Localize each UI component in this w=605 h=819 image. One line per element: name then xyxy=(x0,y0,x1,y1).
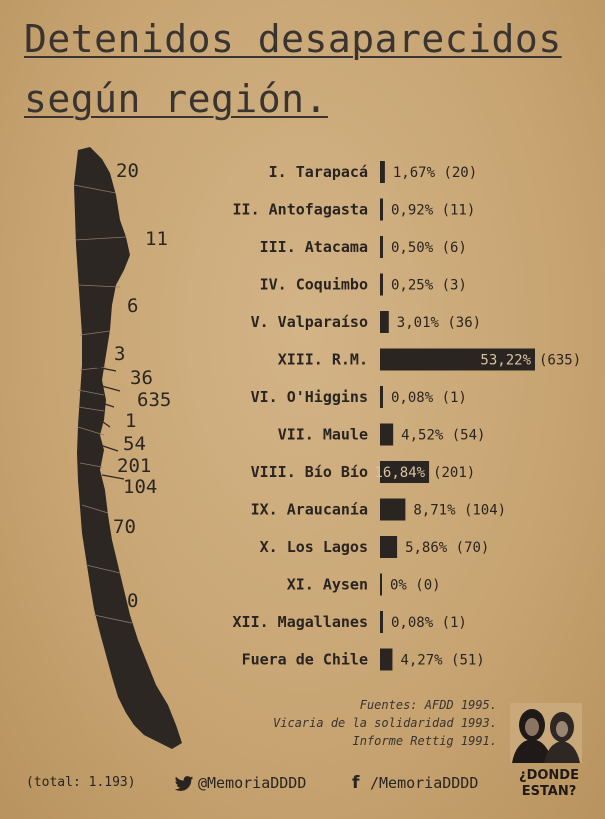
donde-estan-logo xyxy=(510,703,582,763)
map-number: 3 xyxy=(114,343,126,365)
logo-text-line1: ¿DONDE xyxy=(519,768,579,783)
twitter-icon[interactable] xyxy=(174,775,194,793)
map-number: 70 xyxy=(113,516,136,538)
bar xyxy=(380,274,383,296)
value-label: 1,67% (20) xyxy=(392,165,478,181)
page-title-line2: según región. xyxy=(24,77,328,121)
category-label: IV. Coquimbo xyxy=(259,275,368,294)
category-label: III. Atacama xyxy=(259,238,368,256)
map-number: 11 xyxy=(145,228,168,250)
map-number: 54 xyxy=(123,433,146,455)
bar xyxy=(380,236,383,258)
value-label: 53,22% xyxy=(480,352,531,369)
value-label: 5,86% (70) xyxy=(405,540,490,556)
bar xyxy=(380,611,383,633)
page-title-line1: Detenidos desaparecidos xyxy=(24,17,562,61)
map-number: 104 xyxy=(123,476,158,498)
value-label: 0,92% (11) xyxy=(391,202,476,219)
value-label: 0,08% (1) xyxy=(391,390,467,406)
map-number: 6 xyxy=(127,295,139,317)
total-label: (total: 1.193) xyxy=(26,775,136,790)
category-label: I. Tarapacá xyxy=(268,163,368,181)
bar xyxy=(380,536,397,558)
category-label: Fuera de Chile xyxy=(241,650,368,669)
value-label: 4,52% (54) xyxy=(401,427,486,444)
category-label: V. Valparaíso xyxy=(250,313,368,331)
bar xyxy=(380,424,393,446)
map-number: 1 xyxy=(122,662,134,684)
bar xyxy=(380,649,392,671)
twitter-handle[interactable]: @MemoriaDDDD xyxy=(198,774,307,792)
value-label: 4,27% (51) xyxy=(400,652,485,669)
category-label: VIII. Bío Bío xyxy=(250,463,368,481)
category-label: VI. O'Higgins xyxy=(250,388,368,406)
category-label: XII. Magallanes xyxy=(232,613,368,631)
bar xyxy=(380,386,383,408)
value-label: 0,50% (6) xyxy=(391,240,467,256)
category-label: X. Los Lagos xyxy=(259,538,368,556)
value-count-label: (635) xyxy=(539,352,582,369)
bar xyxy=(380,161,385,183)
value-label: 0,08% (1) xyxy=(391,615,467,631)
value-count-label: (201) xyxy=(433,465,476,481)
bar xyxy=(380,311,389,333)
category-label: IX. Araucanía xyxy=(250,500,368,519)
value-label: 16,84% xyxy=(374,465,426,481)
map-number: 201 xyxy=(117,455,152,477)
value-label: 8,71% (104) xyxy=(413,502,507,519)
value-label: 0% (0) xyxy=(390,577,441,594)
bar xyxy=(380,199,383,221)
map-number: 0 xyxy=(127,590,139,612)
source-line: Informe Rettig 1991. xyxy=(352,734,497,748)
facebook-icon[interactable]: f xyxy=(352,773,360,793)
category-label: XI. Aysen xyxy=(286,575,368,594)
source-line: Fuentes: AFDD 1995. xyxy=(359,698,497,712)
source-line: Vicaria de la solidaridad 1993. xyxy=(273,716,497,730)
map-number: 20 xyxy=(116,160,139,182)
logo-text-line2: ESTAN? xyxy=(521,784,577,799)
value-label: 0,25% (3) xyxy=(391,277,467,294)
facebook-handle[interactable]: /MemoriaDDDD xyxy=(370,774,479,792)
bar xyxy=(380,499,405,521)
map-number: 36 xyxy=(130,367,153,389)
map-number: 1 xyxy=(125,410,137,432)
category-label: II. Antofagasta xyxy=(232,200,368,219)
map-number: 635 xyxy=(137,389,172,411)
category-label: VII. Maule xyxy=(277,425,368,444)
bar xyxy=(380,574,382,596)
category-label: XIII. R.M. xyxy=(277,350,368,369)
value-label: 3,01% (36) xyxy=(396,315,482,331)
